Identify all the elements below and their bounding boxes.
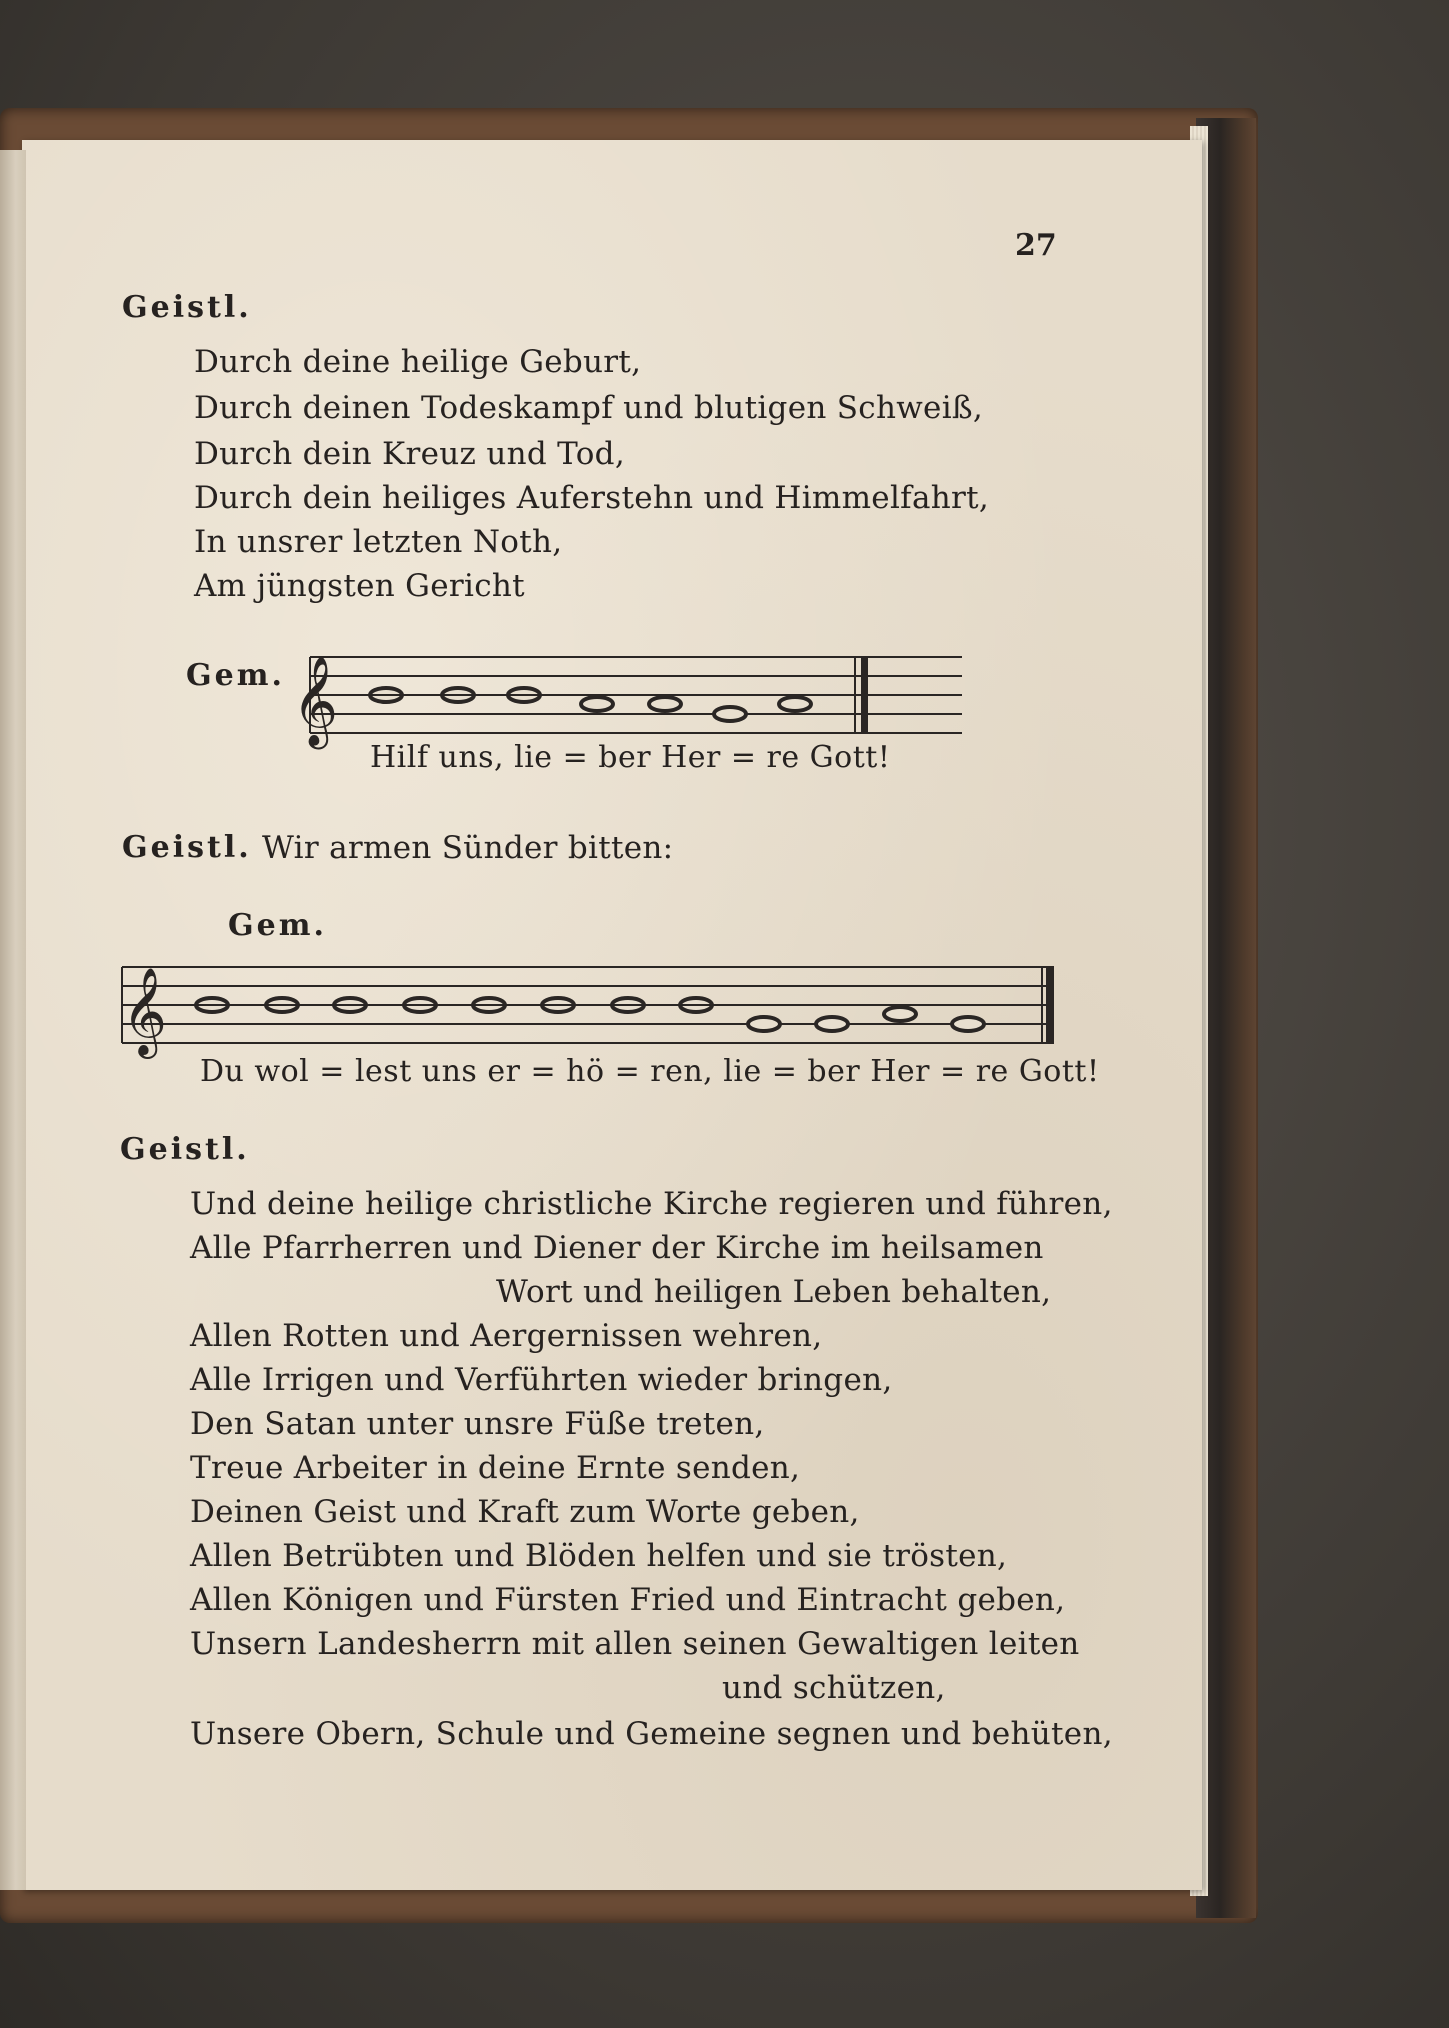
text-line: In unsrer letzten Noth, bbox=[194, 524, 563, 560]
speaker-label: Gem. bbox=[186, 658, 285, 693]
whole-notes bbox=[370, 688, 811, 721]
text-line: Alle Pfarrherren und Diener der Kirche im heilsamen bbox=[190, 1230, 1044, 1266]
facing-page-edge bbox=[0, 150, 26, 1890]
text-line: und schützen, bbox=[722, 1670, 946, 1706]
speaker-label: Geistl. bbox=[120, 1132, 250, 1167]
text-line: Unsern Landesherrn mit allen seinen Gewaltigen leiten bbox=[190, 1626, 1080, 1662]
text-line: Am jüngsten Gericht bbox=[194, 568, 525, 604]
text-line: Durch dein heiliges Auferstehn und Himmelfahrt, bbox=[194, 480, 990, 516]
text-line: Allen Königen und Fürsten Fried und Eintracht geben, bbox=[190, 1582, 1066, 1618]
music-staff bbox=[290, 645, 970, 745]
text-line: Allen Rotten und Aergernissen wehren, bbox=[190, 1318, 823, 1354]
whole-notes bbox=[196, 998, 984, 1031]
text-line: Deinen Geist und Kraft zum Worte geben, bbox=[190, 1494, 860, 1530]
text-line: Und deine heilige christliche Kirche regieren und führen, bbox=[190, 1186, 1113, 1222]
text-line: Wort und heiligen Leben behalten, bbox=[496, 1274, 1052, 1310]
music-staff bbox=[118, 955, 1058, 1055]
speaker-label: Geistl. bbox=[122, 290, 252, 325]
page-number: 27 bbox=[1015, 228, 1057, 263]
treble-clef-icon: 𝄞 bbox=[122, 966, 167, 1055]
text-line: Durch dein Kreuz und Tod, bbox=[194, 436, 625, 472]
text-line: Durch deinen Todeskampf und blutigen Schweiß, bbox=[194, 390, 984, 426]
treble-clef-icon: 𝄞 bbox=[292, 656, 339, 746]
text-line: Wir armen Sünder bitten: bbox=[262, 830, 674, 866]
text-line: Unsere Obern, Schule und Gemeine segnen und behüten, bbox=[190, 1716, 1113, 1752]
lyrics-line: Hilf uns, lie = ber Her = re Gott! bbox=[370, 740, 891, 775]
speaker-label: Geistl. bbox=[122, 830, 252, 865]
text-line: Durch deine heilige Geburt, bbox=[194, 344, 642, 380]
text-line: Alle Irrigen und Verführten wieder bringen, bbox=[190, 1362, 893, 1398]
text-line: Den Satan unter unsre Füße treten, bbox=[190, 1406, 765, 1442]
speaker-label: Gem. bbox=[228, 908, 327, 943]
text-line: Allen Betrübten und Blöden helfen und sie trösten, bbox=[190, 1538, 1008, 1574]
text-line: Treue Arbeiter in deine Ernte senden, bbox=[190, 1450, 801, 1486]
lyrics-line: Du wol = lest uns er = hö = ren, lie = ber Her = re Gott! bbox=[200, 1054, 1100, 1089]
